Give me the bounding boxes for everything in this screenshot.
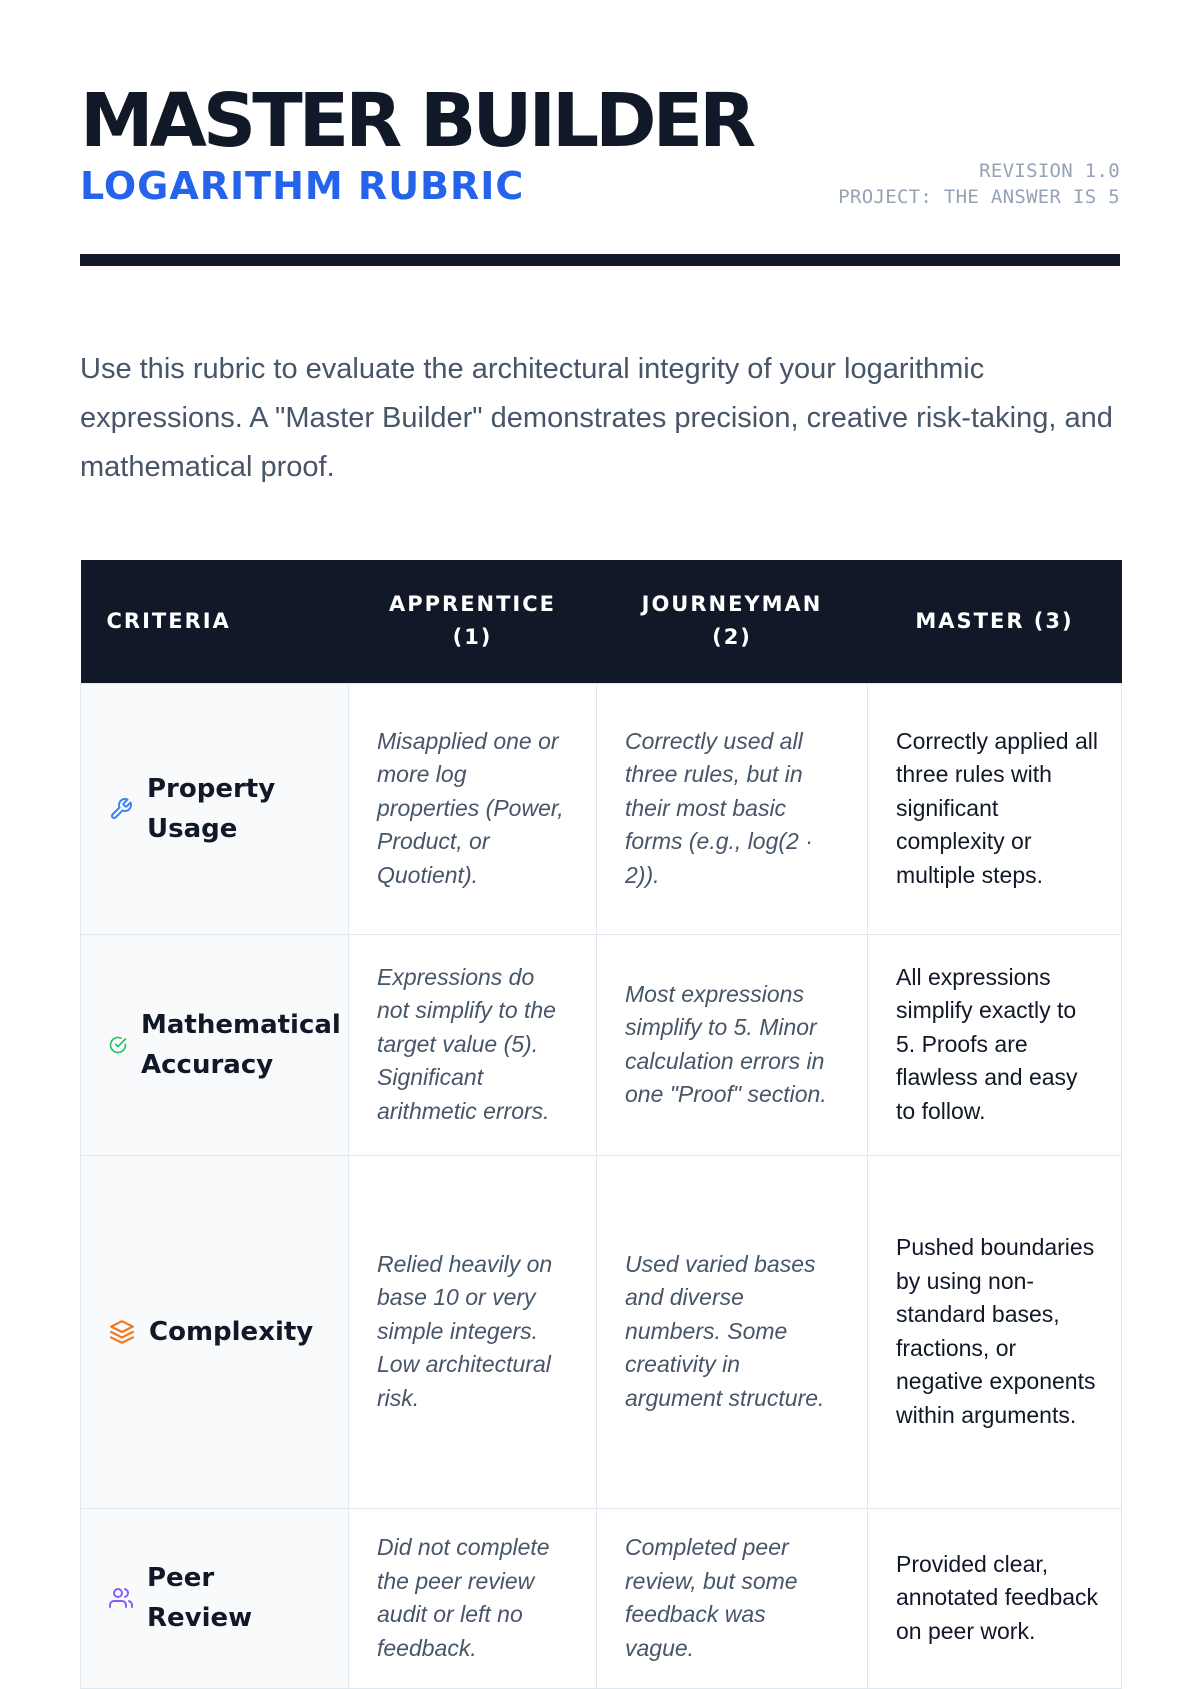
header-apprentice: APPRENTICE (1) bbox=[349, 560, 597, 683]
users-icon bbox=[109, 1586, 133, 1610]
criteria-name: Complexity bbox=[149, 1316, 314, 1347]
check-circle-icon bbox=[109, 1036, 127, 1054]
table-row bbox=[81, 934, 1122, 1155]
journeyman-cell: Used varied bases and diverse numbers. Some creativity in argument structure. bbox=[597, 1155, 868, 1508]
apprentice-cell: Did not complete the peer review audit or left no feedback. bbox=[349, 1508, 597, 1688]
layers-icon bbox=[109, 1319, 135, 1345]
master-cell: Correctly applied all three rules with significant complexity or multiple steps. bbox=[868, 683, 1122, 934]
wrench-icon bbox=[109, 797, 133, 821]
criteria-name: Property Usage bbox=[147, 773, 276, 844]
journeyman-cell: Most expressions simplify to 5. Minor calculation errors in one "Proof" section. bbox=[597, 934, 868, 1155]
journeyman-cell: Correctly used all three rules, but in their most basic forms (e.g., log(2 · 2)). bbox=[597, 683, 868, 934]
header-criteria: CRITERIA bbox=[81, 560, 349, 683]
journeyman-cell: Completed peer review, but some feedback was vague. bbox=[597, 1508, 868, 1688]
apprentice-cell: Misapplied one or more log properties (Power, Product, or Quotient). bbox=[349, 683, 597, 934]
master-cell: Pushed boundaries by using non-standard bases, fractions, or negative exponents within arguments. bbox=[868, 1155, 1122, 1508]
intro-paragraph: Use this rubric to evaluate the architectural integrity of your logarithmic expressions. A "Master Builder" demonstrates precision, creative risk-taking, and mathematical proof. bbox=[80, 353, 1113, 483]
apprentice-cell: Expressions do not simplify to the target value (5). Significant arithmetic errors. bbox=[349, 934, 597, 1155]
header-divider bbox=[80, 254, 1120, 266]
criteria-cell bbox=[81, 683, 349, 934]
document-meta bbox=[838, 158, 1120, 210]
table-header-row bbox=[81, 560, 1122, 683]
criteria-cell bbox=[81, 1508, 349, 1688]
criteria-cell bbox=[81, 934, 349, 1155]
project-label: PROJECT: THE ANSWER IS 5 bbox=[838, 186, 1120, 208]
page-subtitle: LOGARITHM RUBRIC bbox=[80, 164, 525, 208]
revision-label: REVISION 1.0 bbox=[979, 160, 1120, 182]
table-row bbox=[81, 683, 1122, 934]
criteria-name: Peer Review bbox=[147, 1563, 253, 1633]
criteria-name: Mathematical Accuracy bbox=[141, 1009, 341, 1080]
page-title: MASTER BUILDER bbox=[80, 78, 753, 164]
apprentice-cell: Relied heavily on base 10 or very simple integers. Low architectural risk. bbox=[349, 1155, 597, 1508]
page-header bbox=[80, 80, 1120, 212]
master-cell: All expressions simplify exactly to 5. Proofs are flawless and easy to follow. bbox=[868, 934, 1122, 1155]
criteria-cell bbox=[81, 1155, 349, 1508]
header-journeyman: JOURNEYMAN (2) bbox=[597, 560, 868, 683]
table-row bbox=[81, 1155, 1122, 1508]
header-master: MASTER (3) bbox=[868, 560, 1122, 683]
rubric-table bbox=[80, 560, 1122, 1689]
master-cell: Provided clear, annotated feedback on peer work. bbox=[868, 1508, 1122, 1688]
table-row bbox=[81, 1508, 1122, 1688]
